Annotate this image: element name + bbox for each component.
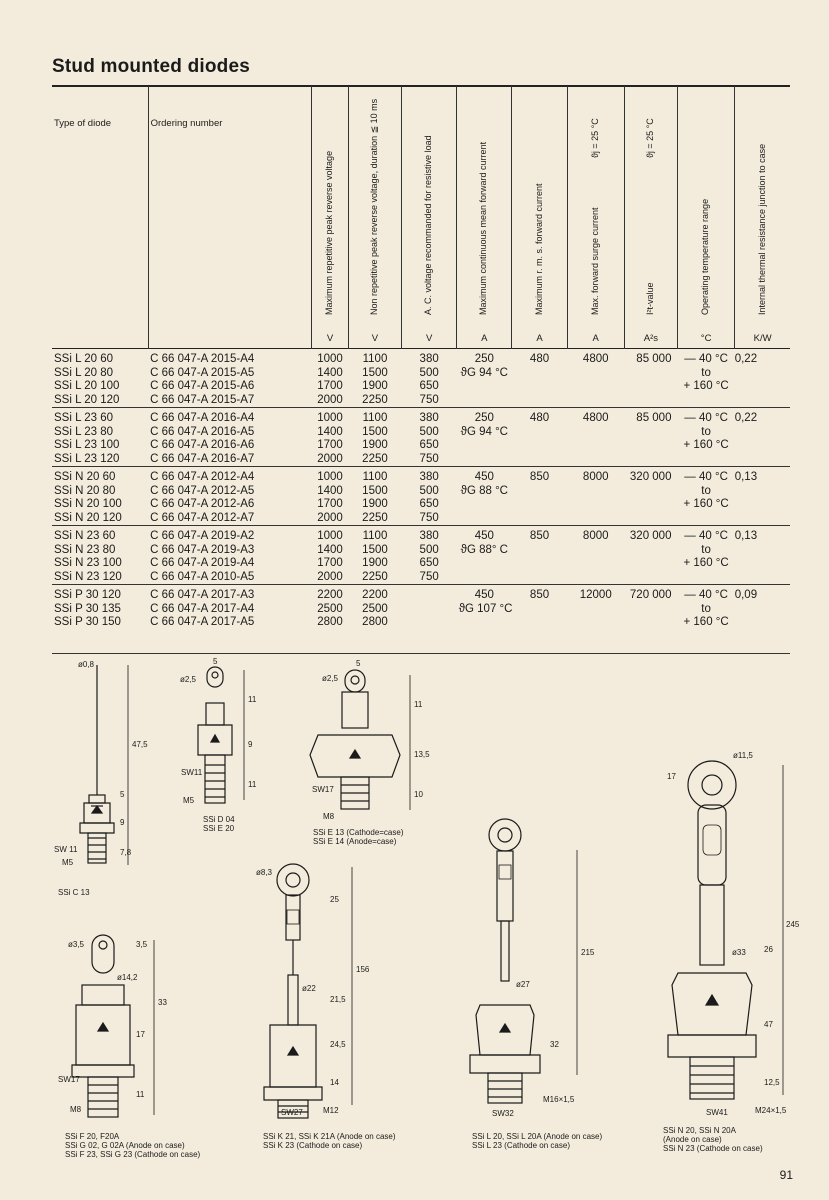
- cell-vrsm: 2250: [362, 511, 388, 524]
- cell-vrsm: 1500: [362, 484, 388, 497]
- cell-order: C 66 047-A 2019-A4: [150, 557, 255, 569]
- cell-vrsm: 1100: [348, 408, 401, 426]
- col-header-vrrm: [312, 86, 349, 349]
- diode-group-l23: [52, 408, 790, 467]
- cell-order: C 66 047-A 2012-A4: [148, 467, 312, 485]
- cell-temp-max: + 160 °C: [683, 439, 729, 451]
- col-header-ifav: [457, 86, 512, 349]
- cell-ifsm: 4800: [567, 349, 624, 367]
- cell-vrsm: 1500: [362, 366, 388, 379]
- cell-vac: 650: [419, 380, 439, 392]
- cell-ifav-cond: ϑG 94 °C: [460, 425, 508, 438]
- k21-caption-0: SSi K 21, SSi K 21A (Anode on case): [263, 1132, 396, 1141]
- cell-ifav: 250: [457, 408, 512, 426]
- col-header-vrrm-label: Maximum repetitive peak reverse voltage: [324, 150, 334, 315]
- col-header-i2t: [624, 86, 677, 349]
- cell-vrsm: 1500: [362, 543, 388, 556]
- col-header-order: [148, 86, 312, 349]
- c13-dim-length: 47,5: [132, 740, 148, 749]
- cell-order: C 66 047-A 2017-A5: [150, 616, 255, 628]
- diode-group-l20: [52, 349, 790, 408]
- cell-vrrm: 1700: [317, 439, 343, 451]
- f20-dim-sw: SW17: [58, 1075, 80, 1084]
- f20-caption-2: SSi F 23, SSi G 23 (Cathode on case): [65, 1150, 201, 1159]
- d04-dim-11a: 11: [248, 695, 257, 704]
- e13-dim-10: 10: [414, 790, 423, 799]
- cell-temp-min: — 40 °C: [677, 349, 734, 367]
- col-header-rth: [735, 86, 790, 349]
- e13-dim-thread: M8: [323, 812, 335, 821]
- cell-vrrm: 2000: [317, 452, 343, 465]
- cell-ifav: 450: [457, 526, 512, 544]
- cell-order: C 66 047-A 2015-A5: [150, 366, 255, 379]
- cell-type: SSi N 23 80: [54, 543, 116, 556]
- specs-table: [52, 86, 790, 630]
- cell-temp-max: + 160 °C: [683, 557, 729, 569]
- cell-ifav-cond: ϑG 107 °C: [458, 602, 513, 615]
- f20-caption-1: SSi G 02, G 02A (Anode on case): [65, 1141, 185, 1150]
- k21-dim-245: 24,5: [330, 1040, 346, 1049]
- cell-ifav-cond: ϑG 88° C: [460, 543, 508, 556]
- table-row: [52, 526, 790, 544]
- cell-temp-min: — 40 °C: [677, 526, 734, 544]
- table-row: [52, 394, 790, 408]
- unit-i2t: A²s: [643, 333, 659, 344]
- e13-caption-1: SSi E 14 (Anode=case): [313, 837, 397, 846]
- cell-vrrm: 2500: [317, 602, 343, 615]
- k21-dim-25: 25: [330, 895, 339, 904]
- cell-order: C 66 047-A 2012-A5: [150, 484, 255, 497]
- table-row: [52, 544, 790, 558]
- cell-vac: 750: [419, 393, 439, 406]
- c13-dim-diameter: ø0,8: [78, 660, 95, 669]
- c13-dim-78: 7,8: [120, 848, 132, 857]
- table-row: [52, 453, 790, 467]
- k21-dim-215: 21,5: [330, 995, 346, 1004]
- cell-vac: 500: [419, 425, 439, 438]
- cell-vac: 650: [419, 557, 439, 569]
- cell-type: SSi N 23 100: [54, 557, 122, 569]
- cell-order: C 66 047-A 2015-A7: [150, 393, 255, 406]
- f20-caption-0: SSi F 20, F20A: [65, 1132, 120, 1141]
- cell-order: C 66 047-A 2010-A5: [150, 570, 255, 583]
- drawing-ssi-c13: [80, 665, 128, 865]
- cell-vrrm: 1400: [317, 543, 343, 556]
- table-row: [52, 616, 790, 630]
- cell-vrrm: 1000: [312, 467, 349, 485]
- cell-vrrm: 2200: [312, 585, 349, 603]
- diode-group-n23: [52, 526, 790, 585]
- cell-vrrm: 1700: [317, 498, 343, 510]
- cell-type: SSi L 20 80: [54, 366, 114, 379]
- table-row: [52, 439, 790, 453]
- n20-dim-sw: SW41: [706, 1108, 728, 1117]
- cell-type: SSi L 23 80: [54, 425, 114, 438]
- cell-rth: 0,13: [735, 467, 790, 485]
- cell-ifav-cond: ϑG 94 °C: [460, 366, 508, 379]
- cell-temp-to: to: [701, 602, 711, 615]
- cell-vrsm: 2500: [362, 602, 388, 615]
- c13-caption-0: SSi C 13: [58, 888, 90, 897]
- col-header-vrsm-label: Non repetitive peak reverse voltage, duration ≦ 10 ms: [368, 98, 379, 315]
- table-row: [52, 408, 790, 426]
- cell-vac: 380: [402, 349, 457, 367]
- c13-dim-9: 9: [120, 818, 125, 827]
- f20-dim-body-diameter: ø14,2: [117, 973, 138, 982]
- cell-vac: 380: [402, 526, 457, 544]
- cell-i2t: 320 000: [624, 467, 677, 485]
- cell-vrrm: 1400: [317, 366, 343, 379]
- cell-vrsm: 1500: [362, 425, 388, 438]
- cell-vrrm: 1000: [312, 526, 349, 544]
- d04-dim-11b: 11: [248, 780, 257, 789]
- k21-dim-diameter: ø8,3: [256, 868, 273, 877]
- k21-dim-body-diameter: ø22: [302, 984, 316, 993]
- table-row: [52, 585, 790, 603]
- n20-dim-17: 17: [667, 772, 676, 781]
- f20-dim-thread: M8: [70, 1105, 82, 1114]
- cell-vrrm: 1700: [317, 380, 343, 392]
- cell-vac: 750: [419, 570, 439, 583]
- cell-vac: 500: [419, 484, 439, 497]
- e13-dim-diameter: ø2,5: [322, 674, 339, 683]
- k21-caption-1: SSi K 23 (Cathode on case): [263, 1141, 363, 1150]
- cell-type: SSi N 20 120: [54, 511, 122, 524]
- col-header-ifav-label: Maximum continuous mean forward current: [478, 141, 489, 315]
- cell-temp-min: — 40 °C: [677, 585, 734, 603]
- diode-group-n20: [52, 467, 790, 526]
- outline-drawings: [0, 655, 829, 1200]
- unit-vrsm: V: [371, 333, 379, 344]
- cell-vac: [402, 616, 457, 630]
- cell-vrsm: 1100: [348, 526, 401, 544]
- cell-vrrm: 2000: [317, 393, 343, 406]
- ifsm-condition: ϑj = 25 °C: [589, 118, 600, 158]
- table-row: [52, 571, 790, 585]
- cell-order: C 66 047-A 2016-A5: [150, 425, 255, 438]
- cell-ifsm: 12000: [567, 585, 624, 603]
- e13-dim-sw: SW17: [312, 785, 334, 794]
- cell-i2t: 85 000: [624, 349, 677, 367]
- cell-temp-max: + 160 °C: [683, 380, 729, 392]
- cell-rth: 0,13: [735, 526, 790, 544]
- cell-vac: [402, 603, 457, 617]
- cell-ifsm: 8000: [567, 467, 624, 485]
- f20-dim-35: 3,5: [136, 940, 148, 949]
- n20-dim-body-diameter: ø33: [732, 948, 746, 957]
- k21-dim-thread: M12: [323, 1106, 339, 1115]
- n20-dim-47: 47: [764, 1020, 773, 1029]
- d04-dim-diameter: ø2,5: [180, 675, 197, 684]
- unit-temp: °C: [700, 333, 712, 344]
- table-row: [52, 349, 790, 367]
- cell-vrsm: 1900: [362, 498, 388, 510]
- cell-type: SSi L 20 100: [54, 380, 120, 392]
- cell-type: SSi L 20 60: [52, 349, 148, 367]
- cell-vrrm: 2800: [317, 616, 343, 628]
- cell-temp-max: + 160 °C: [683, 616, 729, 628]
- cell-vrsm: 1100: [348, 349, 401, 367]
- e13-dim-135: 13,5: [414, 750, 430, 759]
- cell-order: C 66 047-A 2012-A7: [150, 511, 255, 524]
- k21-dim-14: 14: [330, 1078, 339, 1087]
- cell-order: C 66 047-A 2016-A6: [150, 439, 255, 451]
- page-number: 91: [779, 1168, 793, 1182]
- table-row: [52, 485, 790, 499]
- cell-vac: 750: [419, 452, 439, 465]
- e13-caption-0: SSi E 13 (Cathode=case): [313, 828, 404, 837]
- table-bottom-rule: [52, 653, 790, 654]
- l20-caption-0: SSi L 20, SSi L 20A (Anode on case): [472, 1132, 603, 1141]
- cell-ifav-cond: ϑG 88 °C: [460, 484, 508, 497]
- cell-type: SSi L 23 60: [52, 408, 148, 426]
- col-header-temp: [677, 86, 734, 349]
- f20-dim-33: 33: [158, 998, 167, 1007]
- f20-dim-17: 17: [136, 1030, 145, 1039]
- n20-caption-2: SSi N 23 (Cathode on case): [663, 1144, 763, 1153]
- cell-vrrm: 1700: [317, 557, 343, 569]
- cell-vac: 380: [402, 467, 457, 485]
- cell-type: SSi P 30 150: [54, 616, 121, 628]
- cell-i2t: 320 000: [624, 526, 677, 544]
- d04-dim-9: 9: [248, 740, 253, 749]
- cell-ifav: 450: [457, 585, 512, 603]
- n20-dim-thread: M24×1,5: [755, 1106, 787, 1115]
- d04-caption-1: SSi E 20: [203, 824, 235, 833]
- cell-ifsm: 4800: [567, 408, 624, 426]
- i2t-condition: ϑj = 25 °C: [644, 118, 655, 158]
- e13-dim-11: 11: [414, 700, 423, 709]
- cell-vac: 650: [419, 439, 439, 451]
- cell-vrsm: 1900: [362, 557, 388, 569]
- e13-dim-5: 5: [356, 659, 361, 668]
- cell-vac: 500: [419, 543, 439, 556]
- unit-vac: V: [425, 333, 433, 344]
- table-row: [52, 603, 790, 617]
- n20-dim-245: 245: [786, 920, 800, 929]
- cell-rth: 0,22: [735, 408, 790, 426]
- cell-vrrm: 1000: [312, 349, 349, 367]
- cell-temp-min: — 40 °C: [677, 467, 734, 485]
- cell-type: SSi N 20 60: [52, 467, 148, 485]
- cell-ifsm: 8000: [567, 526, 624, 544]
- unit-rth: K/W: [753, 333, 772, 344]
- table-row: [52, 557, 790, 571]
- cell-temp-min: — 40 °C: [677, 408, 734, 426]
- d04-dim-sw: SW11: [181, 768, 203, 777]
- cell-order: C 66 047-A 2015-A4: [148, 349, 312, 367]
- l20-dim-thread: M16×1,5: [543, 1095, 575, 1104]
- cell-ifrms: 480: [512, 349, 567, 367]
- cell-ifrms: 850: [512, 585, 567, 603]
- l20-dim-body-diameter: ø27: [516, 980, 530, 989]
- n20-caption-1: (Anode on case): [663, 1135, 722, 1144]
- cell-temp-to: to: [701, 366, 711, 379]
- cell-order: C 66 047-A 2015-A6: [150, 380, 255, 392]
- drawing-ssi-n20: [668, 761, 783, 1099]
- cell-order: C 66 047-A 2016-A4: [148, 408, 312, 426]
- col-header-vac-label: A. C. voltage recommanded for resistive load: [423, 135, 434, 315]
- cell-order: C 66 047-A 2017-A3: [148, 585, 312, 603]
- cell-vrsm: 2250: [362, 570, 388, 583]
- table-row: [52, 426, 790, 440]
- n20-dim-26: 26: [764, 945, 773, 954]
- cell-ifav: 450: [457, 467, 512, 485]
- d04-dim-thread: M5: [183, 796, 195, 805]
- l20-dim-sw: SW32: [492, 1109, 514, 1118]
- l20-dim-215: 215: [581, 948, 595, 957]
- cell-vrsm: 1100: [348, 467, 401, 485]
- cell-temp-to: to: [701, 425, 711, 438]
- cell-type: SSi P 30 135: [54, 602, 121, 615]
- drawing-ssi-d04: [198, 667, 244, 803]
- col-header-vac: [402, 86, 457, 349]
- cell-ifrms: 850: [512, 467, 567, 485]
- cell-type: SSi L 23 100: [54, 439, 120, 451]
- cell-order: C 66 047-A 2016-A7: [150, 452, 255, 465]
- cell-ifav: 250: [457, 349, 512, 367]
- col-header-type: [52, 86, 148, 349]
- c13-dim-thread: M5: [62, 858, 74, 867]
- cell-vrsm: 2800: [362, 616, 388, 628]
- unit-vrrm: V: [326, 333, 334, 344]
- col-header-ifsm-label: Max. forward surge current: [589, 207, 600, 315]
- table-row: [52, 467, 790, 485]
- cell-temp-to: to: [701, 484, 711, 497]
- table-row: [52, 498, 790, 512]
- c13-dim-sw: SW 11: [54, 845, 78, 854]
- cell-temp-to: to: [701, 543, 711, 556]
- cell-type: SSi P 30 120: [52, 585, 148, 603]
- table-row: [52, 512, 790, 526]
- c13-dim-5: 5: [120, 790, 125, 799]
- page-title: Stud mounted diodes: [52, 56, 251, 77]
- col-header-type-label: Type of diode: [54, 118, 112, 129]
- k21-dim-156: 156: [356, 965, 370, 974]
- cell-vrrm: 1400: [317, 425, 343, 438]
- unit-ifav: A: [481, 333, 488, 344]
- cell-vac: 650: [419, 498, 439, 510]
- cell-type: SSi L 20 120: [54, 393, 120, 406]
- n20-dim-125: 12,5: [764, 1078, 780, 1087]
- diode-group-p30: [52, 585, 790, 630]
- col-header-vrsm: [348, 86, 401, 349]
- cell-vac: 750: [419, 511, 439, 524]
- table-row: [52, 367, 790, 381]
- col-header-i2t-label: I²t-value: [644, 282, 655, 315]
- l20-dim-32: 32: [550, 1040, 559, 1049]
- cell-vac: 500: [419, 366, 439, 379]
- f20-dim-11: 11: [136, 1090, 145, 1099]
- unit-ifsm: A: [592, 333, 599, 344]
- cell-vac: 380: [402, 408, 457, 426]
- cell-rth: 0,09: [735, 585, 790, 603]
- cell-vrsm: 2250: [362, 393, 388, 406]
- col-header-ifrms-label: Maximum r. m. s. forward current: [533, 183, 544, 315]
- cell-order: C 66 047-A 2012-A6: [150, 498, 255, 510]
- d04-caption-0: SSi D 04: [203, 815, 235, 824]
- unit-ifrms: A: [536, 333, 543, 344]
- cell-vrsm: 1900: [362, 380, 388, 392]
- cell-type: SSi N 20 80: [54, 484, 116, 497]
- cell-i2t: 85 000: [624, 408, 677, 426]
- cell-rth: 0,22: [735, 349, 790, 367]
- cell-order: C 66 047-A 2019-A2: [148, 526, 312, 544]
- n20-dim-diameter: ø11,5: [733, 751, 753, 760]
- cell-vrrm: 1000: [312, 408, 349, 426]
- l20-caption-1: SSi L 23 (Cathode on case): [472, 1141, 570, 1150]
- header-row: [52, 86, 790, 349]
- cell-ifrms: 850: [512, 526, 567, 544]
- cell-temp-max: + 160 °C: [683, 498, 729, 510]
- drawing-ssi-l20: [470, 819, 577, 1103]
- cell-vrrm: 2000: [317, 511, 343, 524]
- cell-vrsm: 2250: [362, 452, 388, 465]
- cell-type: SSi L 23 120: [54, 452, 120, 465]
- cell-type: SSi N 23 60: [52, 526, 148, 544]
- cell-vrrm: 1400: [317, 484, 343, 497]
- cell-order: C 66 047-A 2017-A4: [150, 602, 255, 615]
- f20-dim-diameter: ø3,5: [68, 940, 85, 949]
- table-row: [52, 380, 790, 394]
- cell-order: C 66 047-A 2019-A3: [150, 543, 255, 556]
- cell-type: SSi N 23 120: [54, 570, 122, 583]
- cell-i2t: 720 000: [624, 585, 677, 603]
- k21-dim-sw: SW27: [281, 1108, 303, 1117]
- cell-vrsm: 1900: [362, 439, 388, 451]
- col-header-order-label: Ordering number: [150, 118, 223, 129]
- col-header-ifsm: [567, 86, 624, 349]
- cell-vac: [402, 585, 457, 603]
- d04-dim-5: 5: [213, 657, 218, 666]
- cell-ifrms: 480: [512, 408, 567, 426]
- col-header-ifrms: [512, 86, 567, 349]
- n20-caption-0: SSi N 20, SSi N 20A: [663, 1126, 736, 1135]
- col-header-temp-label: Operating temperature range: [700, 198, 711, 315]
- cell-type: SSi N 20 100: [54, 498, 122, 510]
- col-header-rth-label: Internal thermal resistance junction to case: [756, 143, 767, 315]
- cell-vrsm: 2200: [348, 585, 401, 603]
- cell-vrrm: 2000: [317, 570, 343, 583]
